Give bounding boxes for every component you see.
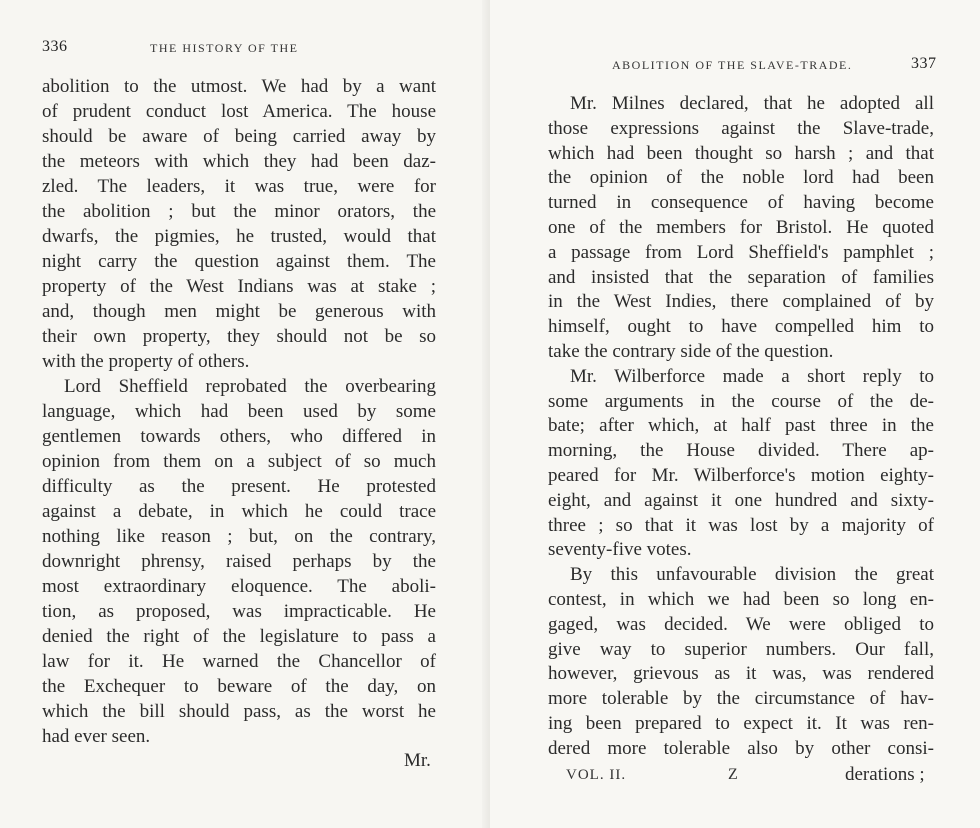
text-line: the meteors with which they had been daz- (42, 151, 436, 172)
text-line: language, which had been used by some (42, 401, 436, 422)
text-line: had ever seen. (42, 726, 151, 747)
text-line: and insisted that the separation of families (548, 266, 934, 288)
text-line: law for it. He warned the Chancellor of (42, 651, 436, 672)
text-line: a passage from Lord Sheffield's pamphlet ; (548, 241, 934, 263)
text-line: with the property of others. (42, 351, 250, 372)
left-running-head: THE HISTORY OF THE (150, 41, 299, 55)
text-line: Lord Sheffield reprobated the overbearing (64, 376, 436, 397)
text-line: of prudent conduct lost America. The house (42, 101, 436, 122)
text-line: gaged, was decided. We were obliged to (548, 613, 934, 635)
text-line: the opinion of the noble lord had been (548, 167, 934, 189)
text-line: more tolerable by the circumstance of hav- (548, 688, 934, 710)
text-line: ing been prepared to expect it. It was ren- (548, 713, 934, 734)
text-line: and, though men might be generous with (42, 301, 436, 322)
text-line: Mr. Milnes declared, that he adopted all (570, 93, 934, 114)
text-line: against a debate, in which he could trace (42, 501, 436, 522)
right-running-head: ABOLITION OF THE SLAVE-TRADE. (612, 58, 853, 72)
text-line: turned in consequence of having become (548, 192, 934, 214)
text-line: gentlemen towards others, who differed in (42, 426, 436, 447)
left-page-number: 336 (42, 38, 68, 55)
signature-mark: Z (728, 766, 738, 783)
text-line: himself, ought to have compelled him to (548, 316, 934, 338)
text-line: denied the right of the legislature to pass a (42, 626, 436, 647)
text-line: the Exchequer to beware of the day, on (42, 676, 436, 697)
text-line: dwarfs, the pigmies, he trusted, would that (42, 226, 436, 247)
text-line: night carry the question against them. The (42, 251, 436, 272)
text-line: their own property, they should not be so (42, 326, 436, 347)
text-line: morning, the House divided. There ap- (548, 440, 934, 462)
text-line: difficulty as the present. He protested (42, 476, 436, 497)
right-page-number: 337 (911, 55, 937, 72)
text-line: abolition to the utmost. We had by a want (42, 76, 436, 97)
text-line: downright phrensy, raised perhaps by the (42, 551, 436, 572)
text-line: opinion from them on a subject of so much (42, 451, 436, 472)
text-line: the abolition ; but the minor orators, the (42, 201, 436, 222)
text-line: zled. The leaders, it was true, were for (42, 176, 436, 197)
right-page (490, 0, 980, 828)
text-line: those expressions against the Slave-trade, (548, 117, 934, 139)
right-catchword: derations ; (845, 764, 925, 785)
text-line: most extraordinary eloquence. The aboli- (42, 576, 436, 597)
text-line: which had been thought so harsh ; and that (548, 142, 934, 164)
text-line: in the West Indies, there complained of by (548, 291, 934, 313)
text-line: property of the West Indians was at stake ; (42, 276, 436, 297)
text-line: however, grievous as it was, was rendered (548, 663, 934, 685)
text-line: take the contrary side of the question. (548, 341, 834, 362)
text-line: eight, and against it one hundred and sixty- (548, 489, 934, 511)
text-line: dered more tolerable also by other consi- (548, 737, 934, 759)
text-line: contest, in which we had been so long en- (548, 589, 934, 610)
left-catchword: Mr. (404, 750, 431, 771)
text-line: By this unfavourable division the great (570, 564, 934, 586)
text-line: give way to superior numbers. Our fall, (548, 638, 934, 660)
text-line: should be aware of being carried away by (42, 126, 436, 147)
text-line: three ; so that it was lost by a majority of (548, 514, 934, 536)
text-line: seventy-five votes. (548, 539, 692, 561)
signature-label: VOL. II. (566, 767, 627, 783)
text-line: bate; after which, at half past three in the (548, 415, 934, 437)
text-line: tion, as proposed, was impracticable. He (42, 601, 436, 622)
text-line: some arguments in the course of the de- (548, 390, 934, 412)
text-line: which the bill should pass, as the worst he (42, 701, 436, 722)
text-line: one of the members for Bristol. He quoted (548, 217, 934, 238)
text-line: peared for Mr. Wilberforce's motion eighty- (548, 465, 934, 486)
text-line: Mr. Wilberforce made a short reply to (570, 365, 934, 387)
text-line: nothing like reason ; but, on the contrary, (42, 526, 436, 547)
